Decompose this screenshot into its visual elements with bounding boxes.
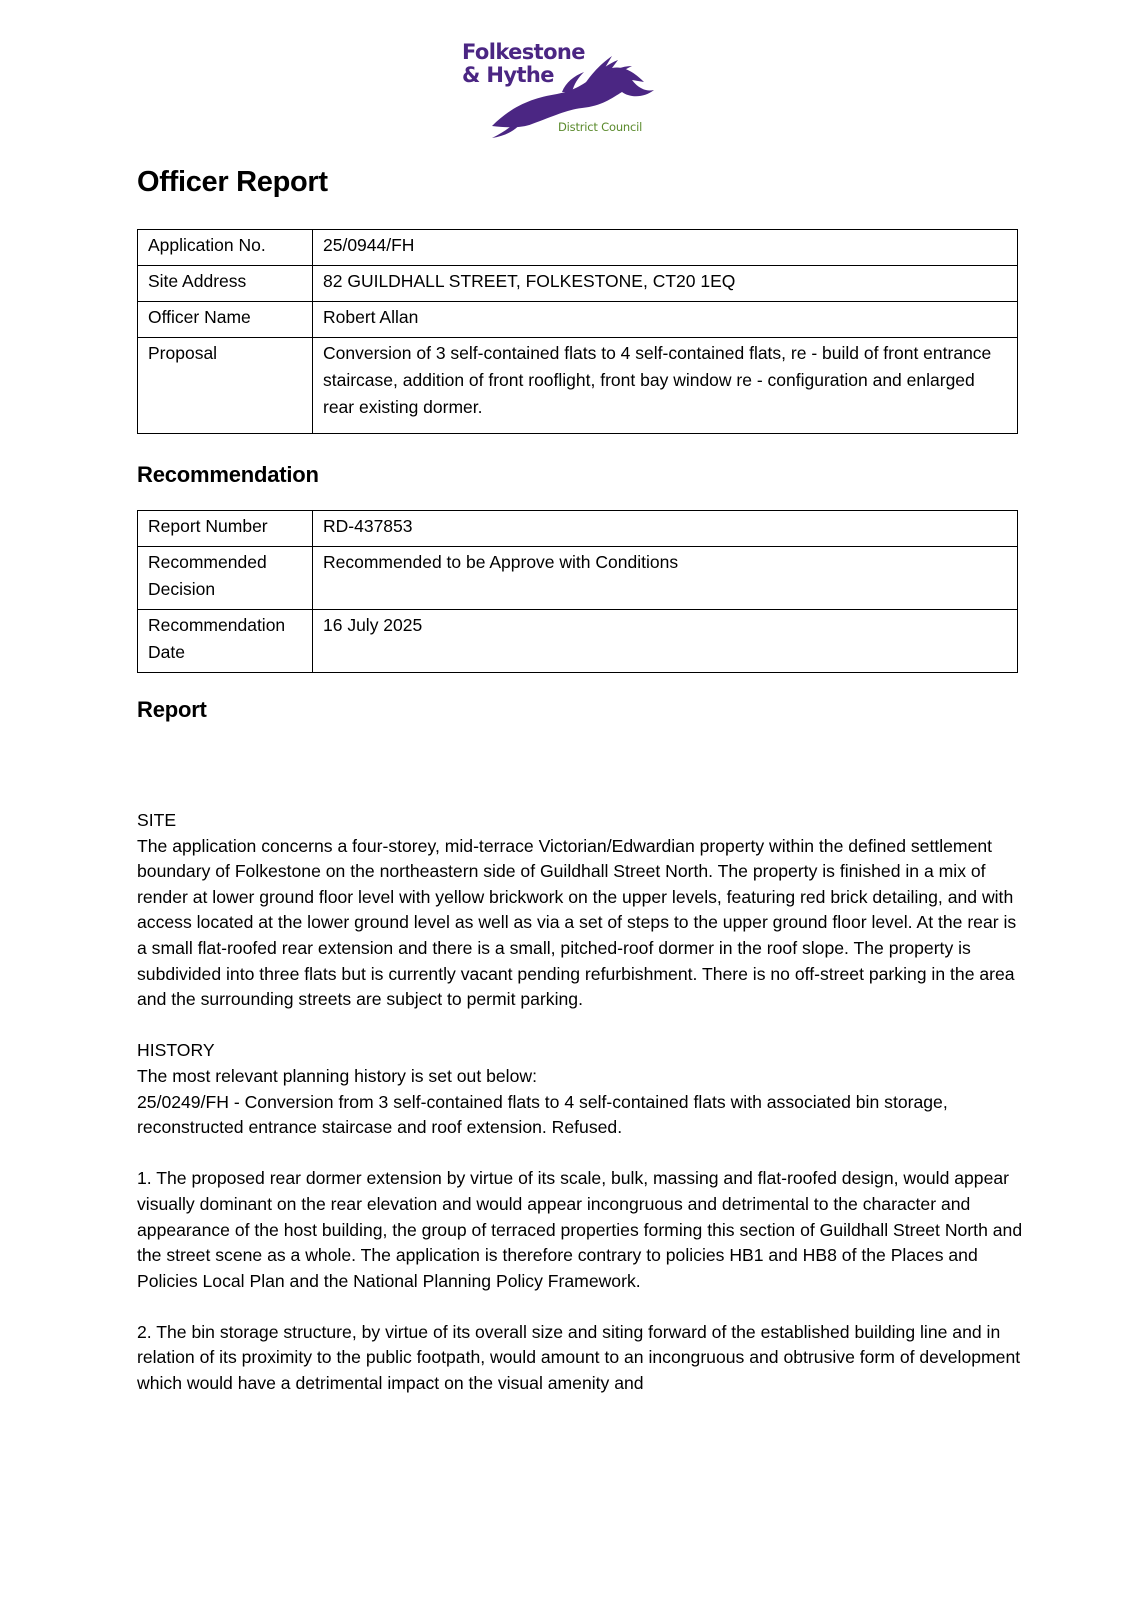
site-paragraph: The application concerns a four-storey, mid-terrace Victorian/Edwardian property within the defined settlement boundary of Folkestone on the northeastern side of Guildhall Street North. The property is finished in a mix of render at lower ground floor level with yellow brickwork on the upper levels, featuring red brick detailing, and with access located at the lower ground level as well as via a set of steps to the upper ground floor level. At the rear is a small flat-roofed rear extension and there is a small, pitched-roof dormer in the roof slope. The property is subdivided into three flats but is currently vacant pending refurbishment. There is no off-street parking in the area and the surrounding streets are subject to permit parking. [137, 835, 1017, 1010]
site-heading: SITE [137, 810, 177, 830]
row-label: Recommended Decision [138, 547, 313, 610]
row-value: RD-437853 [313, 511, 1018, 547]
row-value: 25/0944/FH [313, 230, 1018, 266]
table-row [138, 266, 1018, 302]
row-value: 16 July 2025 [313, 610, 1018, 673]
table-row [138, 610, 1018, 673]
row-label: Proposal [138, 338, 313, 434]
logo-line-1: Folkestone [462, 40, 585, 64]
row-label: Recommendation Date [138, 610, 313, 673]
report-heading: Report [137, 697, 207, 722]
row-value: 82 GUILDHALL STREET, FOLKESTONE, CT20 1EQ [313, 266, 1018, 302]
table-row [138, 302, 1018, 338]
history-intro: The most relevant planning history is set out below: [137, 1065, 537, 1086]
table-row [138, 338, 1018, 434]
council-logo [462, 36, 662, 140]
row-value: Robert Allan [313, 302, 1018, 338]
logo-line-3: District Council [558, 120, 643, 134]
history-item: 25/0249/FH - Conversion from 3 self-contained flats to 4 self-contained flats with associated bin storage, reconstructed entrance staircase and roof extension. Refused. [137, 1091, 948, 1138]
table-row [138, 547, 1018, 610]
recommendation-table [137, 510, 1018, 673]
report-body [137, 808, 1027, 1397]
recommendation-heading: Recommendation [137, 462, 319, 487]
row-value: Recommended to be Approve with Conditions [313, 547, 1018, 610]
application-table [137, 229, 1018, 434]
row-label: Application No. [138, 230, 313, 266]
row-label: Report Number [138, 511, 313, 547]
row-value: Conversion of 3 self-contained flats to 4 self-contained flats, re - build of front entrance staircase, addition of front rooflight, front bay window re - configuration and enlarged rear existing dormer. [313, 338, 1018, 434]
history-heading: HISTORY [137, 1040, 215, 1061]
page-title: Officer Report [137, 166, 328, 198]
refusal-reason-1: 1. The proposed rear dormer extension by virtue of its scale, bulk, massing and flat-roofed design, would appear visually dominant on the rear elevation and would appear incongruous and detrimental to the character and appearance of the host building, the group of terraced properties forming this section of Guildhall Street North and the street scene as a whole. The application is therefore contrary to policies HB1 and HB8 of the Places and Policies Local Plan and the National Planning Policy Framework. [137, 1168, 1023, 1291]
row-label: Site Address [138, 266, 313, 302]
refusal-reason-2: 2. The bin storage structure, by virtue of its overall size and siting forward of the established building line and in relation of its proximity to the public footpath, would amount to an incongruous and obtrusive form of development which would have a detrimental impact on the visual amenity and [137, 1321, 1021, 1394]
row-label: Officer Name [138, 302, 313, 338]
logo-line-2: & Hythe [462, 63, 554, 87]
table-row [138, 511, 1018, 547]
table-row [138, 230, 1018, 266]
